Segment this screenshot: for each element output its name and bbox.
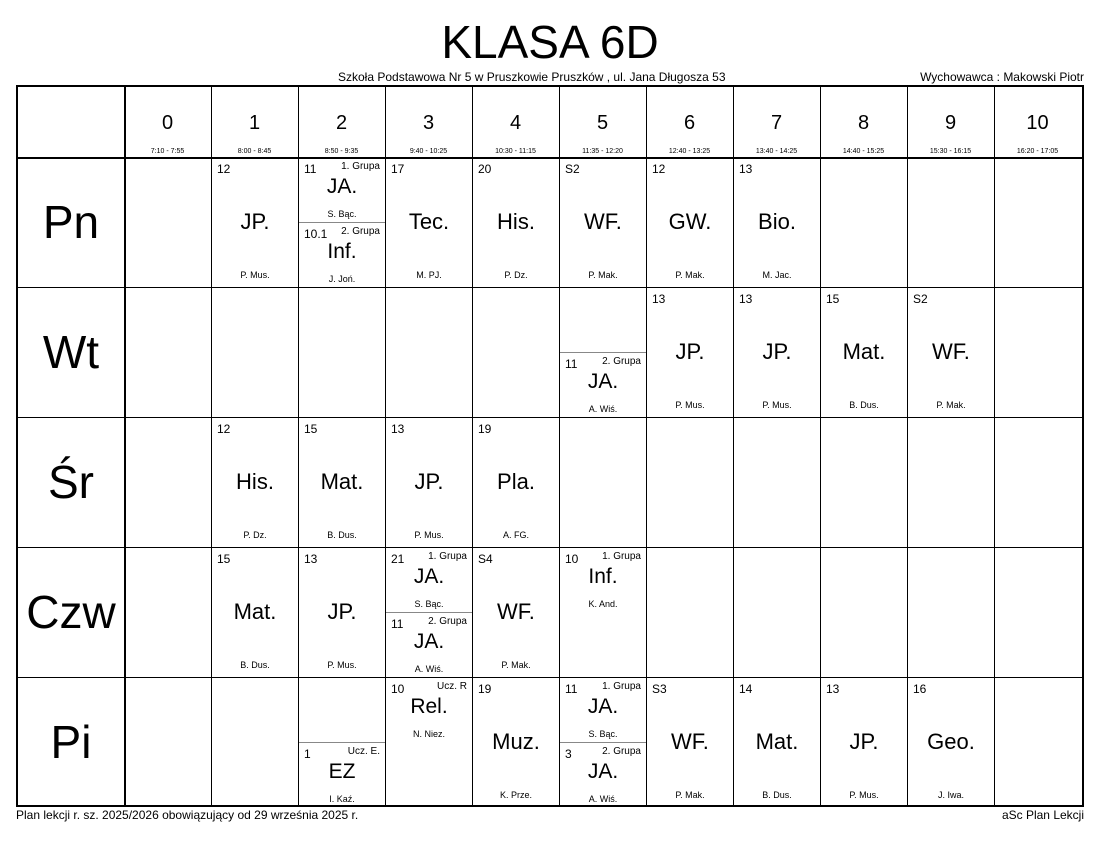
lesson-teacher: P. Mak.: [501, 660, 531, 670]
period-number: 1: [248, 112, 261, 134]
lesson-subject: WF.: [584, 209, 622, 234]
lesson-subject: JP.: [414, 469, 444, 494]
lesson-room: 13: [739, 292, 753, 306]
lesson-room: S2: [565, 162, 580, 176]
lesson-group: 1. Grupa: [341, 161, 380, 172]
footer-brand: aSc Plan Lekcji: [1001, 808, 1084, 822]
lesson-teacher: P. Mak.: [675, 790, 705, 800]
lesson-cell[interactable]: [212, 548, 298, 677]
lesson-teacher: M. PJ.: [416, 270, 442, 280]
lesson-cell[interactable]: [734, 288, 820, 417]
lesson-room: 10.1: [304, 227, 328, 241]
lesson-room: 11: [565, 682, 578, 696]
period-header: [733, 87, 820, 157]
period-header: [559, 87, 646, 157]
lesson-teacher: I. Kaź.: [329, 794, 355, 804]
lesson-room: 3: [565, 747, 572, 761]
lesson-cell[interactable]: [560, 678, 646, 742]
lesson-subject: Mat.: [320, 469, 364, 494]
period-number: 5: [596, 112, 609, 134]
lesson-group: 2. Grupa: [428, 616, 467, 627]
lesson-group: 2. Grupa: [602, 746, 641, 757]
period-time: 15:30 - 16:15: [929, 148, 972, 155]
day-label: Pi: [50, 716, 92, 768]
day-label: Śr: [48, 456, 94, 508]
lesson-room: 1: [304, 747, 311, 761]
lesson-subject: Pla.: [497, 469, 535, 494]
lesson-subject: JA.: [413, 630, 445, 653]
lesson-room: S4: [478, 552, 493, 566]
lesson-cell[interactable]: [473, 418, 559, 547]
lesson-cell[interactable]: [647, 158, 733, 287]
lesson-cell[interactable]: [908, 678, 994, 807]
lesson-cell[interactable]: [821, 678, 907, 807]
school-name: Szkoła Podstawowa Nr 5 w Pruszkowie Pruszków , ul. Jana Długosza 53: [338, 70, 726, 84]
lesson-subject: JA.: [587, 370, 619, 393]
lesson-cell[interactable]: [647, 678, 733, 807]
lesson-room: S2: [913, 292, 928, 306]
lesson-room: 12: [652, 162, 666, 176]
lesson-cell[interactable]: [212, 418, 298, 547]
grid-column-line: [124, 87, 126, 805]
lesson-cell[interactable]: [299, 158, 385, 222]
lesson-room: S3: [652, 682, 667, 696]
period-number: 2: [335, 112, 348, 134]
lesson-teacher: B. Dus.: [762, 790, 792, 800]
lesson-room: 21: [391, 552, 405, 566]
lesson-teacher: J. Joń.: [328, 274, 356, 284]
lesson-cell[interactable]: [386, 158, 472, 287]
lesson-teacher: N. Niez.: [412, 729, 445, 739]
lesson-teacher: S. Bąc.: [588, 729, 618, 739]
period-time: 8:50 - 9:35: [324, 148, 359, 155]
period-number: 8: [857, 112, 870, 134]
lesson-room: 15: [826, 292, 840, 306]
lesson-teacher: B. Dus.: [240, 660, 270, 670]
lesson-cell[interactable]: [386, 418, 472, 547]
lesson-teacher: P. Mak.: [675, 270, 705, 280]
lesson-room: 13: [652, 292, 666, 306]
lesson-teacher: A. Wiś.: [588, 404, 618, 414]
lesson-cell[interactable]: [734, 678, 820, 807]
lesson-teacher: P. Mus.: [849, 790, 879, 800]
lesson-teacher: M. Jac.: [762, 270, 792, 280]
lesson-room: 10: [565, 552, 579, 566]
lesson-teacher: S. Bąc.: [327, 209, 357, 219]
lesson-teacher: S. Bąc.: [414, 599, 444, 609]
period-time: 10:30 - 11:15: [495, 148, 536, 155]
lesson-cell[interactable]: [299, 418, 385, 547]
lesson-subject: JA.: [587, 695, 619, 718]
form-teacher: Wychowawca : Makowski Piotr: [920, 70, 1084, 84]
lesson-cell[interactable]: [647, 288, 733, 417]
day-label: Czw: [26, 586, 116, 638]
lesson-subject: His.: [497, 209, 535, 234]
lesson-cell[interactable]: [473, 158, 559, 287]
lesson-group: Ucz. R: [437, 681, 467, 692]
period-time: 8:00 - 8:45: [237, 148, 272, 155]
lesson-room: 11: [391, 617, 404, 631]
lesson-room: 12: [217, 162, 231, 176]
period-time: 11:35 - 12:20: [582, 148, 623, 155]
lesson-group: 1. Grupa: [602, 681, 641, 692]
lesson-teacher: P. Mak.: [588, 270, 618, 280]
lesson-subject: Bio.: [758, 209, 796, 234]
lesson-cell[interactable]: [299, 742, 385, 807]
lesson-cell[interactable]: [560, 352, 646, 417]
lesson-subject: JP.: [327, 599, 357, 624]
period-time: 16:20 - 17:05: [1016, 148, 1059, 155]
lesson-teacher: P. Dz.: [243, 530, 267, 540]
lesson-room: 11: [565, 357, 578, 371]
lesson-subject: JP.: [675, 339, 705, 364]
lesson-cell[interactable]: [386, 612, 472, 677]
lesson-subject: Mat.: [842, 339, 886, 364]
period-number: 10: [1026, 112, 1049, 134]
lesson-teacher: B. Dus.: [849, 400, 879, 410]
lesson-teacher: P. Mus.: [414, 530, 444, 540]
lesson-cell[interactable]: [908, 288, 994, 417]
lesson-room: 13: [391, 422, 405, 436]
period-number: 7: [770, 112, 783, 134]
period-header: [124, 87, 211, 157]
lesson-room: 17: [391, 162, 405, 176]
lesson-subject: Mat.: [233, 599, 277, 624]
lesson-cell[interactable]: [560, 548, 646, 612]
lesson-teacher: P. Mus.: [675, 400, 705, 410]
lesson-cell[interactable]: [386, 548, 472, 612]
period-number: 4: [509, 112, 522, 134]
lesson-room: 15: [217, 552, 231, 566]
period-header: [907, 87, 994, 157]
lesson-cell[interactable]: [212, 158, 298, 287]
period-time: 12:40 - 13:25: [668, 148, 711, 155]
period-time: 7:10 - 7:55: [150, 148, 185, 155]
lesson-subject: JA.: [326, 175, 358, 198]
lesson-group: 2. Grupa: [341, 226, 380, 237]
lesson-subject: GW.: [668, 209, 712, 234]
footer-note: Plan lekcji r. sz. 2025/2026 obowiązujący od 29 września 2025 r.: [16, 808, 359, 822]
period-time: 13:40 - 14:25: [755, 148, 798, 155]
lesson-cell[interactable]: [560, 742, 646, 807]
lesson-subject: WF.: [671, 729, 709, 754]
lesson-group: Ucz. E.: [347, 746, 380, 757]
lesson-subject: JA.: [413, 565, 445, 588]
lesson-subject: His.: [236, 469, 274, 494]
lesson-teacher: P. Mus.: [327, 660, 357, 670]
day-label: Pn: [42, 196, 100, 248]
lesson-room: 19: [478, 682, 492, 696]
period-number: 9: [944, 112, 957, 134]
period-number: 6: [683, 112, 696, 134]
lesson-room: 13: [826, 682, 840, 696]
period-number: 3: [422, 112, 435, 134]
period-time: 9:40 - 10:25: [409, 148, 448, 155]
lesson-room: 12: [217, 422, 231, 436]
lesson-subject: JP.: [849, 729, 879, 754]
lesson-teacher: A. Wiś.: [414, 664, 444, 674]
lesson-teacher: K. Prze.: [499, 790, 532, 800]
lesson-room: 14: [739, 682, 753, 696]
lesson-subject: Rel.: [410, 695, 448, 718]
period-header: [820, 87, 907, 157]
day-label: Wt: [42, 326, 100, 378]
lesson-subject: Mat.: [755, 729, 799, 754]
lesson-subject: Geo.: [927, 729, 975, 754]
period-time: 14:40 - 15:25: [842, 148, 885, 155]
period-number: 0: [161, 112, 174, 134]
lesson-room: 13: [304, 552, 318, 566]
lesson-teacher: A. FG.: [502, 530, 529, 540]
period-header: [472, 87, 559, 157]
lesson-subject: WF.: [932, 339, 970, 364]
lesson-room: 10: [391, 682, 405, 696]
lesson-subject: JA.: [587, 760, 619, 783]
lesson-cell[interactable]: [299, 548, 385, 677]
lesson-room: 20: [478, 162, 492, 176]
lesson-subject: EZ: [328, 760, 356, 783]
lesson-group: 2. Grupa: [602, 356, 641, 367]
lesson-room: 15: [304, 422, 318, 436]
lesson-subject: WF.: [497, 599, 535, 624]
lesson-cell[interactable]: [734, 158, 820, 287]
lesson-cell[interactable]: [560, 158, 646, 287]
lesson-room: 13: [739, 162, 753, 176]
lesson-group: 1. Grupa: [428, 551, 467, 562]
lesson-teacher: B. Dus.: [327, 530, 357, 540]
lesson-room: 16: [913, 682, 927, 696]
lesson-teacher: P. Dz.: [504, 270, 528, 280]
period-header: [994, 87, 1081, 157]
lesson-subject: Tec.: [408, 209, 450, 234]
lesson-teacher: P. Mus.: [762, 400, 792, 410]
lesson-cell[interactable]: [386, 678, 472, 742]
period-header: [385, 87, 472, 157]
lesson-subject: Inf.: [327, 240, 357, 263]
lesson-subject: Muz.: [492, 729, 540, 754]
lesson-teacher: A. Wiś.: [588, 794, 618, 804]
lesson-cell[interactable]: [299, 222, 385, 287]
lesson-subject: JP.: [762, 339, 792, 364]
lesson-room: 19: [478, 422, 492, 436]
page-title: KLASA 6D: [441, 16, 659, 68]
lesson-cell[interactable]: [473, 548, 559, 677]
period-header: [298, 87, 385, 157]
lesson-cell[interactable]: [473, 678, 559, 807]
lesson-room: 11: [304, 162, 317, 176]
lesson-teacher: P. Mak.: [936, 400, 966, 410]
lesson-teacher: J. Iwa.: [937, 790, 964, 800]
lesson-group: 1. Grupa: [602, 551, 641, 562]
lesson-teacher: K. And.: [588, 599, 618, 609]
period-header: [211, 87, 298, 157]
lesson-subject: JP.: [240, 209, 270, 234]
lesson-cell[interactable]: [821, 288, 907, 417]
timetable-grid: [16, 85, 1084, 807]
lesson-teacher: P. Mus.: [240, 270, 270, 280]
grid-column-line: [994, 87, 995, 805]
lesson-subject: Inf.: [588, 565, 618, 588]
period-header: [646, 87, 733, 157]
